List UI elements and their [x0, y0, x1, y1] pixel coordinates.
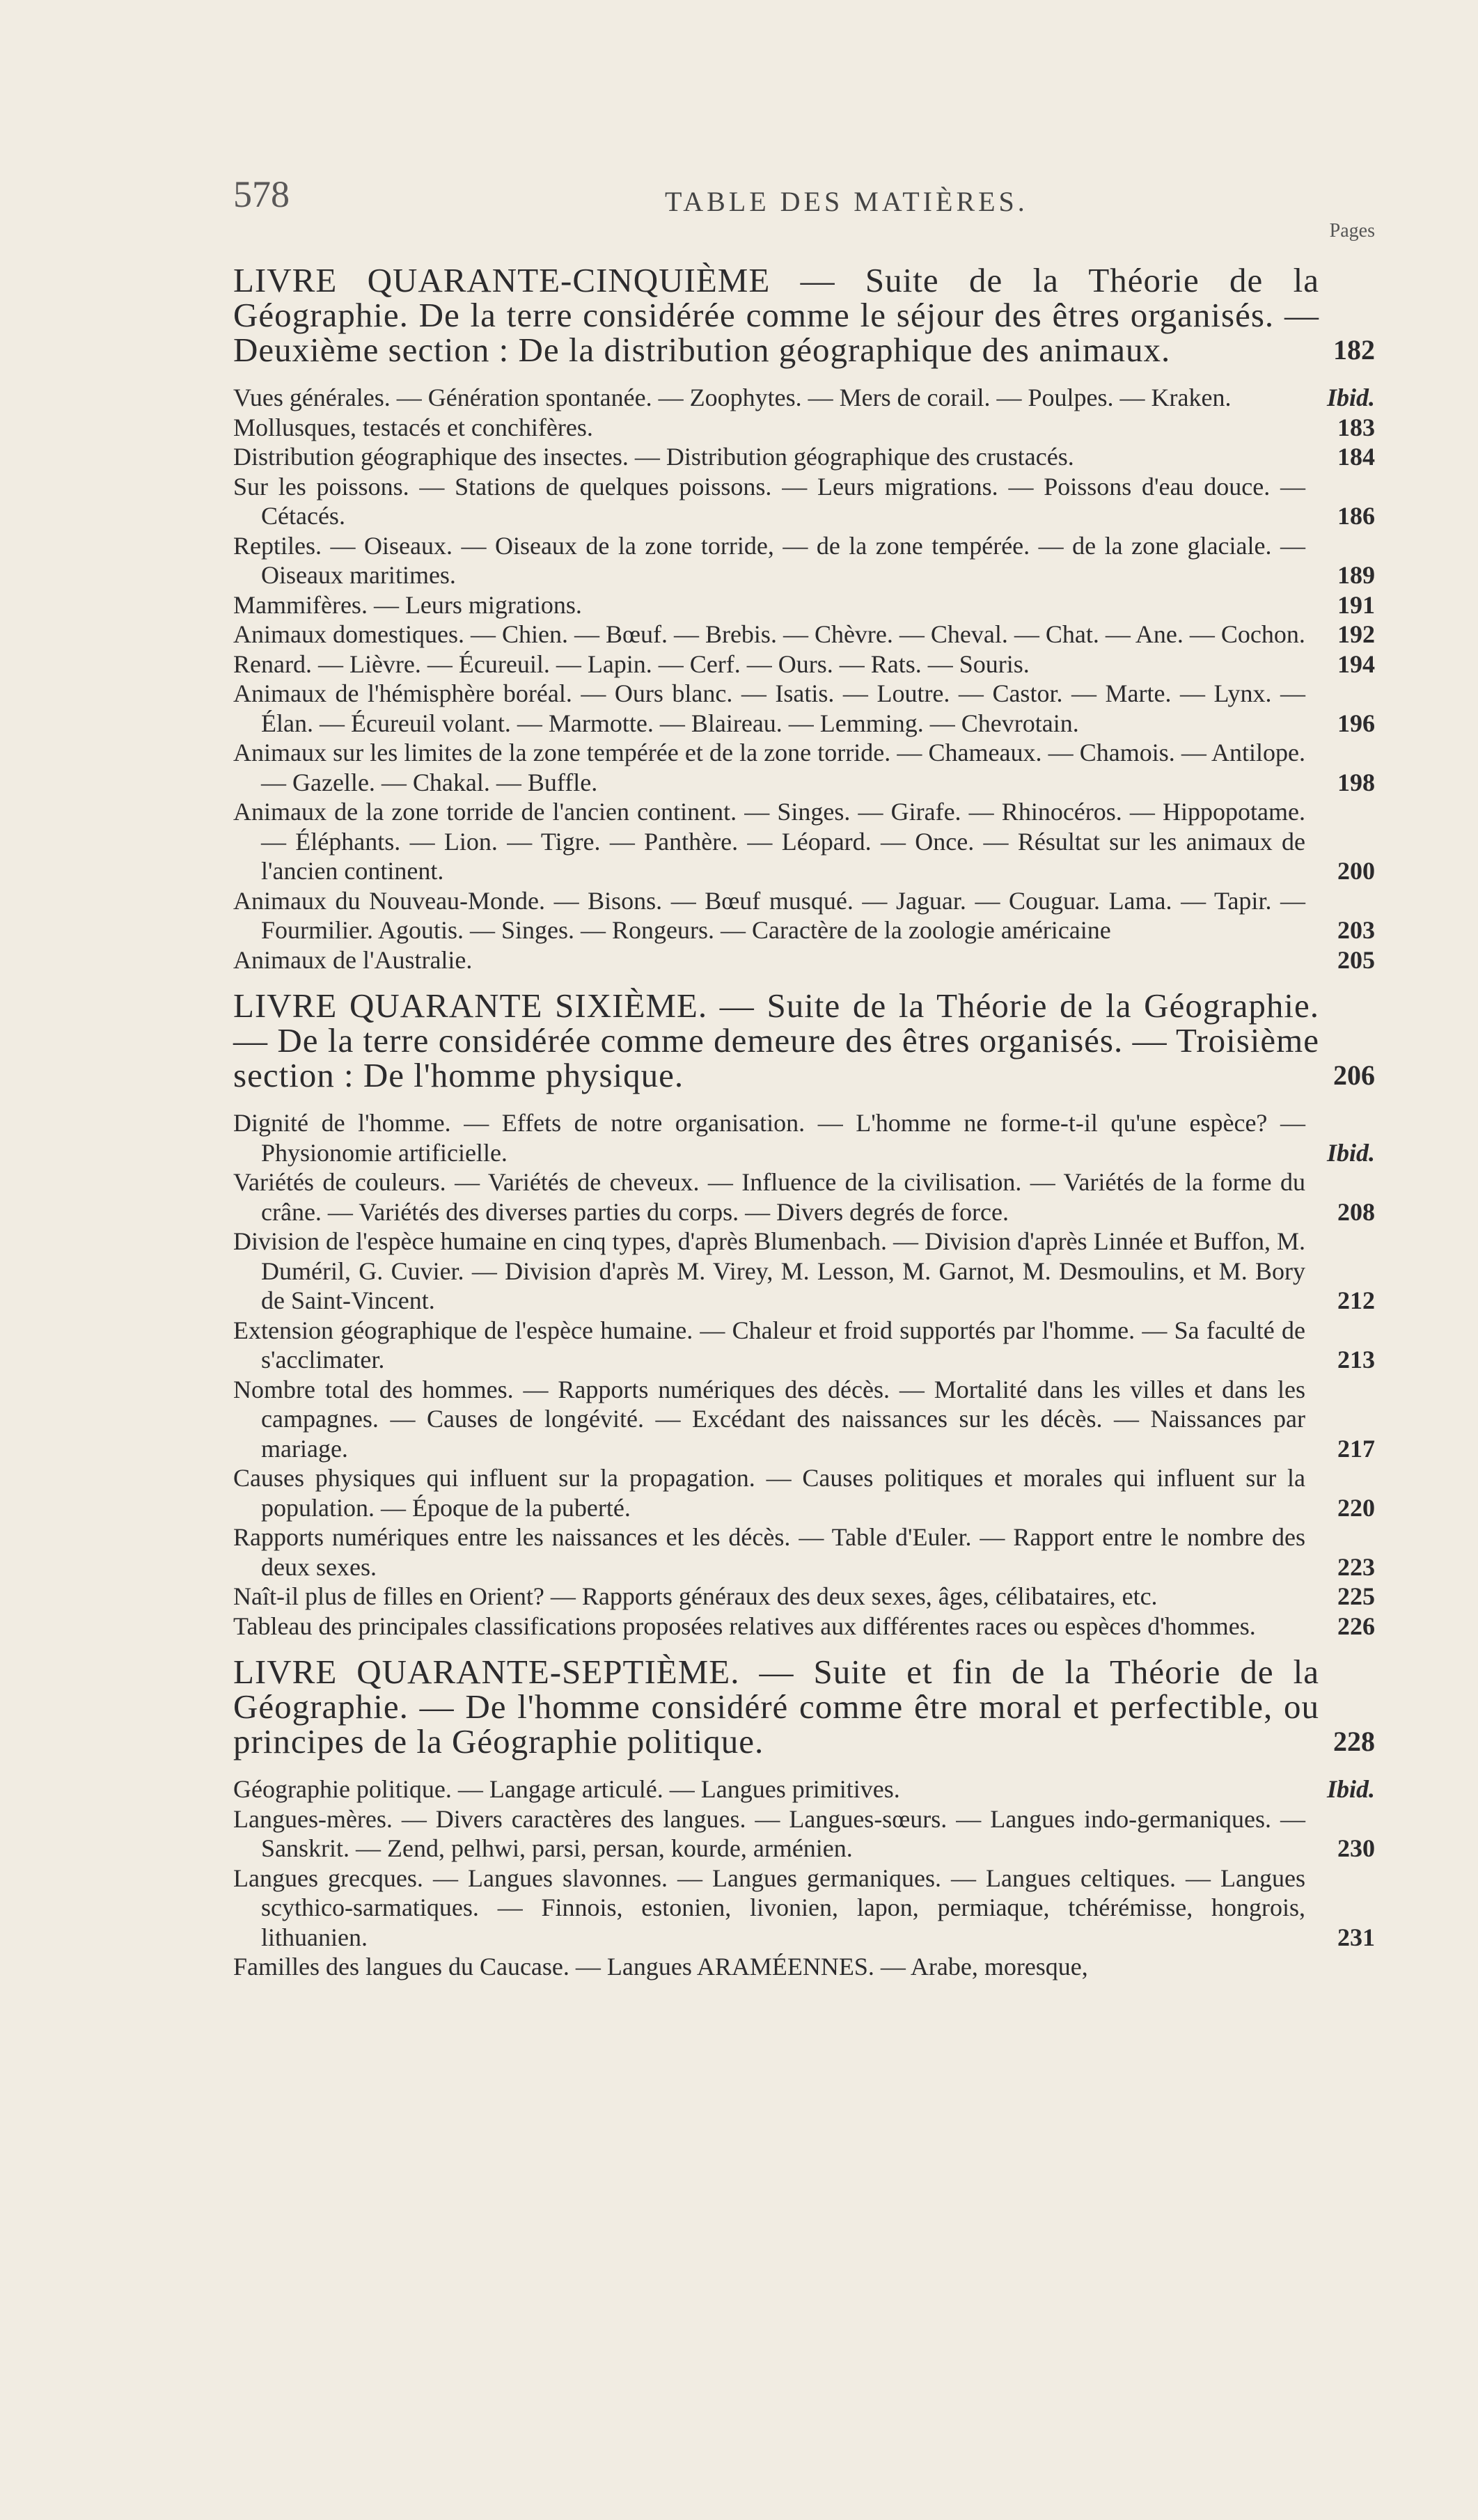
- entry-page-number: Ibid.: [1326, 384, 1375, 411]
- entry-text: Géographie politique. — Langage articulé. — Langues primitives.: [233, 1775, 900, 1803]
- entry-text: Distribution géographique des insectes. — Distribution géographique des crustacés.: [233, 443, 1074, 471]
- entry-page-number: 231: [1337, 1923, 1375, 1951]
- book-page-number: 206: [1333, 1060, 1375, 1091]
- toc-entry: [233, 413, 1375, 443]
- toc-entry: [233, 679, 1375, 738]
- toc-entry: [233, 1375, 1375, 1464]
- table-of-contents: [233, 263, 1375, 1982]
- entry-page-number: 191: [1337, 590, 1375, 619]
- book-heading: [233, 986, 1375, 1094]
- entry-text: Animaux domestiques. — Chien. — Bœuf. — Brebis. — Chèvre. — Cheval. — Chat. — Ane. — Cochon.: [233, 620, 1305, 648]
- entry-page-number: Ibid.: [1326, 1775, 1375, 1803]
- toc-entry: [233, 1612, 1375, 1641]
- toc-entry: [233, 472, 1375, 531]
- entry-text: Nombre total des hommes. — Rapports numériques des décès. — Mortalité dans les villes et dans les campagnes. — Causes de longévité. — Excédant des naissances sur les décès. — Naissances par mariage.: [233, 1375, 1305, 1463]
- entry-page-number: 183: [1337, 413, 1375, 441]
- toc-entry: [233, 1167, 1375, 1227]
- toc-entry: [233, 620, 1375, 649]
- toc-entry: [233, 590, 1375, 620]
- book-heading: [233, 1655, 1375, 1759]
- toc-entry: [233, 1952, 1375, 1982]
- toc-entry: [233, 1108, 1375, 1167]
- toc-entry: [233, 531, 1375, 590]
- entry-page-number: 192: [1337, 620, 1375, 648]
- entry-text: Reptiles. — Oiseaux. — Oiseaux de la zone torride, — de la zone tempérée. — de la zone glaciale. — Oiseaux maritimes.: [233, 531, 1305, 589]
- entry-page-number: 200: [1337, 857, 1375, 885]
- entry-page-number: 205: [1337, 945, 1375, 974]
- toc-entry: [233, 1316, 1375, 1375]
- entry-page-number: 217: [1337, 1434, 1375, 1463]
- toc-entry: [233, 1804, 1375, 1864]
- entry-text: Naît-il plus de filles en Orient? — Rapports généraux des deux sexes, âges, célibataires, etc.: [233, 1582, 1158, 1610]
- entry-text: Mollusques, testacés et conchifères.: [233, 413, 593, 441]
- entry-text: Vues générales. — Génération spontanée. — Zoophytes. — Mers de corail. — Poulpes. — Kraken.: [233, 384, 1232, 411]
- entry-page-number: 198: [1337, 768, 1375, 796]
- pages-column-label: Pages: [1329, 220, 1375, 242]
- toc-entry: [233, 797, 1375, 886]
- entry-page-number: 196: [1337, 709, 1375, 737]
- entry-page-number: 203: [1337, 916, 1375, 944]
- toc-entry: [233, 1582, 1375, 1612]
- entry-page-number: 186: [1337, 502, 1375, 530]
- book-page-number: 182: [1333, 334, 1375, 365]
- toc-entry: [233, 1522, 1375, 1582]
- entry-text: Animaux de l'hémisphère boréal. — Ours blanc. — Isatis. — Loutre. — Castor. — Marte. — Lynx. — Élan. — Écureuil volant. — Marmotte. — Blaireau. — Lemming. — Chevrotain.: [233, 679, 1305, 737]
- book-heading: [233, 263, 1375, 368]
- entry-page-number: 226: [1337, 1612, 1375, 1640]
- entry-text: Causes physiques qui influent sur la propagation. — Causes politiques et morales qui influent sur la population. — Époque de la puberté.: [233, 1464, 1305, 1522]
- entry-page-number: 225: [1337, 1582, 1375, 1610]
- toc-entry: [233, 1463, 1375, 1522]
- toc-entry: [233, 1864, 1375, 1953]
- entry-text: Rapports numériques entre les naissances et les décès. — Table d'Euler. — Rapport entre le nombre des deux sexes.: [233, 1523, 1305, 1581]
- entry-text: Variétés de couleurs. — Variétés de cheveux. — Influence de la civilisation. — Variétés de la forme du crâne. — Variétés des diverses parties du corps. — Divers degrés de force.: [233, 1168, 1305, 1226]
- entry-page-number: 220: [1337, 1493, 1375, 1522]
- entry-page-number: 223: [1337, 1552, 1375, 1581]
- entry-text: Langues grecques. — Langues slavonnes. — Langues germaniques. — Langues celtiques. — Langues scythico-sarmatiques. — Finnois, estonien, livonien, lapon, permiaque, tchérémisse, hongrois, lithuanien.: [233, 1864, 1305, 1951]
- entry-text: Sur les poissons. — Stations de quelques poissons. — Leurs migrations. — Poissons d'eau douce. — Cétacés.: [233, 472, 1305, 530]
- running-head: [233, 173, 1375, 242]
- toc-entry: [233, 945, 1375, 975]
- entry-text: Dignité de l'homme. — Effets de notre organisation. — L'homme ne forme-t-il qu'une espèce? — Physionomie artificielle.: [233, 1109, 1305, 1167]
- entry-text: Tableau des principales classifications proposées relatives aux différentes races ou espèces d'hommes.: [233, 1612, 1256, 1640]
- entry-page-number: 189: [1337, 561, 1375, 589]
- toc-entry: [233, 649, 1375, 679]
- entry-text: Extension géographique de l'espèce humaine. — Chaleur et froid supportés par l'homme. — Sa faculté de s'acclimater.: [233, 1316, 1305, 1373]
- toc-entry: [233, 1227, 1375, 1316]
- entry-page-number: 230: [1337, 1834, 1375, 1862]
- entry-text: Division de l'espèce humaine en cinq types, d'après Blumenbach. — Division d'après Linnée et Buffon, M. Duméril, G. Cuvier. — Division d'après M. Virey, M. Lesson, M. Garnot, M. Desmoulins, et M. Bory de Saint-Vincent.: [233, 1227, 1305, 1314]
- entry-text: Animaux sur les limites de la zone tempérée et de la zone torride. — Chameaux. — Chamois. — Antilope. — Gazelle. — Chakal. — Buffle.: [233, 739, 1305, 796]
- entry-text: Mammifères. — Leurs migrations.: [233, 590, 582, 619]
- entry-text: Animaux de la zone torride de l'ancien continent. — Singes. — Girafe. — Rhinocéros. — Hippopotame. — Éléphants. — Lion. — Tigre. — Panthère. — Léopard. — Once. — Résultat sur les animaux de l'ancien continent.: [233, 798, 1305, 885]
- entry-text: Animaux du Nouveau-Monde. — Bisons. — Bœuf musqué. — Jaguar. — Couguar. Lama. — Tapir. — Fourmilier. Agoutis. — Singes. — Rongeurs. — Caractère de la zoologie américaine: [233, 886, 1305, 944]
- toc-entry: [233, 383, 1375, 413]
- entry-page-number: 194: [1337, 649, 1375, 678]
- entry-page-number: 212: [1337, 1286, 1375, 1314]
- entry-page-number: 208: [1337, 1197, 1375, 1226]
- book-page-number: 228: [1333, 1726, 1375, 1757]
- entry-text: Animaux de l'Australie.: [233, 945, 473, 974]
- toc-entry: [233, 886, 1375, 945]
- entry-page-number: Ibid.: [1326, 1138, 1375, 1167]
- toc-entry: [233, 738, 1375, 797]
- running-title: TABLE DES MATIÈRES.: [665, 186, 1028, 217]
- book-title: LIVRE QUARANTE-SEPTIÈME. — Suite et fin de la Théorie de la Géographie. — De l'homme considéré comme être moral et perfectible, ou principes de la Géographie politique.: [233, 1653, 1319, 1761]
- toc-entry: [233, 442, 1375, 472]
- toc-entry: [233, 1774, 1375, 1804]
- entry-text: Langues-mères. — Divers caractères des langues. — Langues-sœurs. — Langues indo-germaniques. — Sanskrit. — Zend, pelhwi, parsi, persan, kourde, arménien.: [233, 1804, 1305, 1862]
- entry-text: Renard. — Lièvre. — Écureuil. — Lapin. — Cerf. — Ours. — Rats. — Souris.: [233, 649, 1030, 678]
- entry-page-number: 184: [1337, 443, 1375, 471]
- book-title: LIVRE QUARANTE SIXIÈME. — Suite de la Théorie de la Géographie. — De la terre considérée comme demeure des êtres organisés. — Troisième section : De l'homme physique.: [233, 986, 1319, 1094]
- book-title: LIVRE QUARANTE-CINQUIÈME — Suite de la Théorie de la Géographie. De la terre considérée comme le séjour des êtres organisés. — Deuxième section : De la distribution géographique des animaux.: [233, 261, 1319, 369]
- page-number: 578: [233, 173, 290, 215]
- entry-page-number: 213: [1337, 1346, 1375, 1373]
- entry-text: Familles des langues du Caucase. — Langues ARAMÉENNES. — Arabe, moresque,: [233, 1953, 1088, 1980]
